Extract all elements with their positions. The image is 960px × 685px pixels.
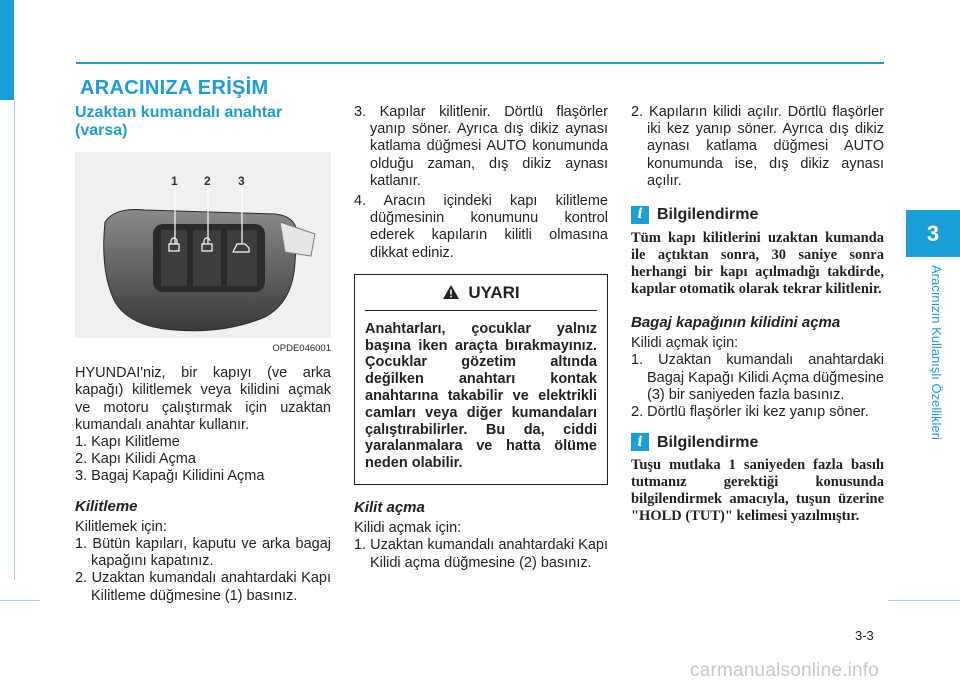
- info-text: Tuşu mutlaka 1 saniyeden fazla basılı tutmanız gerektiği konusunda bilgilendirmek amacıyla, tuşun üzerine "HOLD (TUT)" kelimesi yazılmıştır.: [631, 457, 884, 525]
- left-accent-bar: [0, 0, 14, 100]
- trunk-intro: Kilidi açmak için:: [631, 335, 739, 352]
- remote-key-heading: Uzaktan kumandalı anahtar (varsa): [75, 104, 283, 139]
- column-1: [75, 104, 331, 605]
- legend-item: 3. Bagaj Kapağı Kilidini Açma: [75, 468, 265, 485]
- warning-text: Anahtarları, çocuklar yalnız başına iken araçta bırakmayınız. Çocuklar gözetim altında değilken anahtarı kontak anahtarına takabilir ve elektrikli camları veya diğer kumandaları çalıştırabilirler. Bu da, ciddi yaralanmalara ve hatta ölüme neden olabilir.: [365, 320, 597, 472]
- chapter-number-tab: 3: [906, 210, 960, 257]
- header-rule: [76, 62, 884, 64]
- info-title-text: Bilgilendirme: [657, 206, 759, 224]
- left-margin-line: [14, 100, 15, 580]
- info-text: Tüm kapı kilitlerini uzaktan kumanda ile açtıktan sonra, 30 saniye sonra herhangi bir kapı açılmadığı takdirde, kapılar otomatik olarak tekrar kilitlenir.: [631, 230, 884, 298]
- lock-step: 4. Aracın içindeki kapı kilitleme düğmesinin konumunu kontrol ederek kapıların kilitli olmasına dikkat ediniz.: [354, 193, 608, 261]
- trunk-step: 2. Dörtlü flaşörler iki kez yanıp söner.: [631, 404, 869, 421]
- callout-3: 3: [238, 174, 245, 188]
- warning-box: [354, 274, 608, 485]
- unlock-step: 1. Uzaktan kumandalı anahtardaki Kapı Kilidi açma düğmesine (2) basınız.: [354, 537, 608, 571]
- chapter-title-vertical: Aracınızın Kullanışlı Özellikleri: [929, 265, 944, 440]
- warning-header: [365, 275, 597, 311]
- lock-intro: Kilitlemek için:: [75, 518, 167, 535]
- trunk-step: 1. Uzaktan kumandalı anahtardaki Bagaj Kapağı Kilidi Açma düğmesine (3) bir saniyeden fazla basınız.: [631, 352, 884, 403]
- callout-2: 2: [204, 174, 211, 188]
- lock-step: 1. Bütün kapıları, kaputu ve arka bagaj kapağını kapatınız.: [75, 536, 331, 570]
- page-number: 3-3: [855, 628, 874, 643]
- section-title: ARACINIZA ERİŞİM: [80, 77, 269, 99]
- info-icon: i: [631, 433, 649, 451]
- footer-rule-left: [0, 600, 40, 601]
- remote-key-figure: [75, 152, 331, 338]
- figure-code: OPDE046001: [272, 343, 331, 354]
- lock-heading: Kilitleme: [75, 497, 138, 515]
- info-title-text: Bilgilendirme: [657, 433, 759, 451]
- info-icon: i: [631, 206, 649, 224]
- footer-rule-right: [888, 600, 960, 601]
- column-3: [631, 104, 884, 525]
- lock-step: 3. Kapılar kilitlenir. Dörtlü flaşörler yanıp söner. Ayrıca dış dikiz aynası katlama düğmesi AUTO konumunda olduğu zaman, dış dikiz aynası katlanır.: [354, 104, 608, 189]
- info-title: [631, 206, 884, 224]
- unlock-intro: Kilidi açmak için:: [354, 520, 462, 537]
- warning-title: UYARI: [468, 282, 520, 302]
- legend-item: 1. Kapı Kilitleme: [75, 434, 180, 451]
- callout-1: 1: [171, 174, 178, 188]
- info-title: [631, 433, 884, 451]
- trunk-heading: Bagaj kapağının kilidini açma: [631, 314, 841, 332]
- unlock-step: 2. Kapıların kilidi açılır. Dörtlü flaşörler iki kez yanıp söner. Ayrıca dış dikiz aynası katlama düğmesi AUTO konumunda ise, dış dikiz aynası açılır.: [631, 104, 884, 189]
- warning-triangle-icon: [442, 284, 460, 300]
- watermark: carmanualsonline.info: [690, 660, 880, 681]
- intro-paragraph: HYUNDAI'niz, bir kapıyı (ve arka kapağı) kilitlemek veya kilidini açmak ve motoru çalıştırmak için uzaktan kumandalı anahtar kullanır.: [75, 365, 331, 433]
- legend-item: 2. Kapı Kilidi Açma: [75, 451, 196, 468]
- column-2: [354, 104, 608, 572]
- unlock-heading: Kilit açma: [354, 499, 425, 516]
- lock-step: 2. Uzaktan kumandalı anahtardaki Kapı Kilitleme düğmesine (1) basınız.: [75, 570, 331, 604]
- remote-key-illustration: [75, 152, 331, 338]
